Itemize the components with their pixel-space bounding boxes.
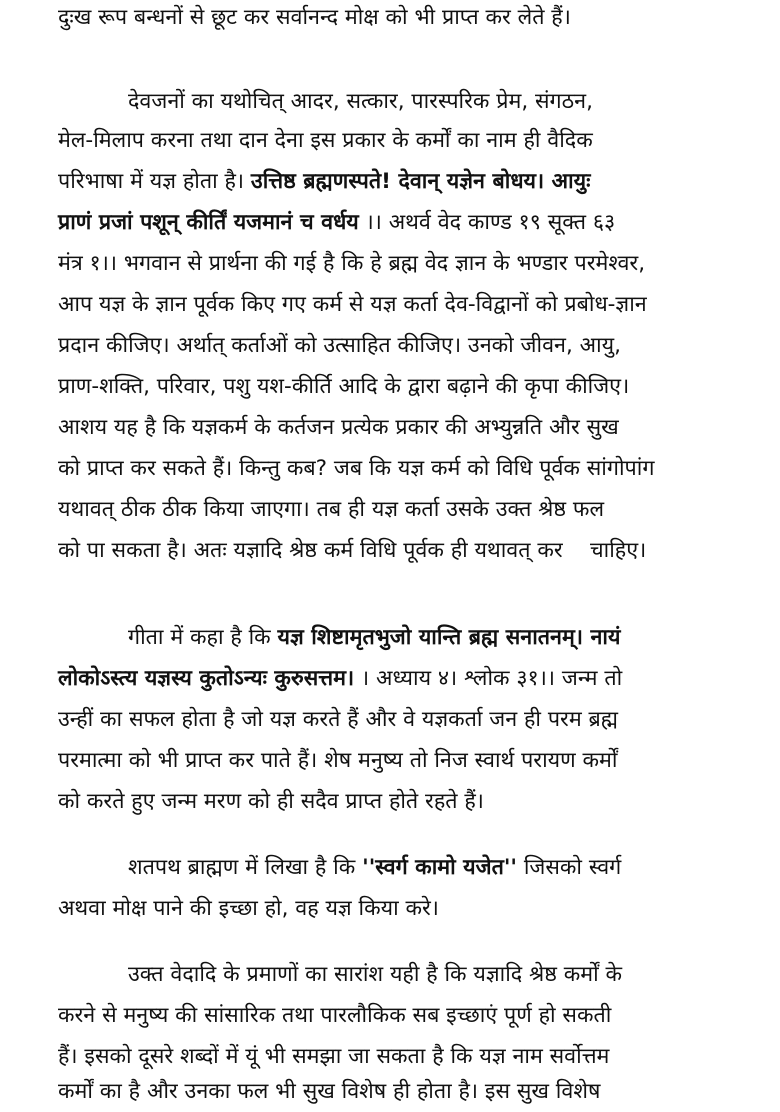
text-run: करने से मनुष्य की सांसारिक तथा पारलौकिक सब इच्छाएं पूर्ण हो सकती [58,1003,612,1028]
paragraph-2-line-9 [58,408,728,448]
text-run: आशय यह है कि यज्ञकर्म के कर्तजन प्रत्येक प्रकार की अभ्युन्नति और सुख [58,415,619,440]
paragraph-2-line-7 [58,326,728,366]
paragraph-3-line-2 [58,659,728,699]
paragraph-2-line-10 [58,449,728,489]
text-run: को प्राप्त कर सकते हैं। किन्तु कब? जब कि यज्ञ कर्म को विधि पूर्वक सांगोपांग [58,456,655,481]
text-run: । अध्याय ४। श्लोक ३१।। जन्म तो [361,666,623,691]
paragraph-3-line-1 [58,618,780,658]
text-run: कर्मों का है और उनका फल भी सुख विशेष ही होता है। इस सुख विशेष [58,1079,601,1104]
paragraph-2-line-8 [58,367,728,407]
paragraph-3-line-3 [58,700,728,740]
paragraph-2-line-11 [58,490,728,530]
text-run: परिभाषा में यज्ञ होता है। [58,169,251,194]
text-run: यथावत् ठीक ठीक किया जाएगा। तब ही यज्ञ कर्ता उसके उक्त श्रेष्ठ फल [58,497,605,522]
text-run: प्रदान कीजिए। अर्थात् कर्ताओं को उत्साहित कीजिए। उनको जीवन, आयु, [58,333,621,358]
paragraph-2-line-12 [58,531,728,571]
sanskrit-quote: यज्ञ शिष्टामृतभुजो यान्ति ब्रह्म सनातनम्। नायं [277,625,621,650]
text-run: हैं। इसको दूसरे शब्दों में यूं भी समझा जा सकता है कि यज्ञ नाम सर्वोत्तम [58,1044,610,1069]
paragraph-2-line-1 [58,82,780,122]
paragraph-5-line-3 [58,1037,728,1077]
paragraph-3-line-4 [58,741,728,781]
sanskrit-quote: प्राणं प्रजां पशून् कीर्तिं यजमानं च वर्धय [58,210,359,235]
paragraph-2-line-5 [58,244,728,284]
sanskrit-quote: ''स्वर्ग कामो यजेत'' [362,855,518,880]
paragraph-2-line-6 [58,285,728,325]
text-run: को पा सकता है। अतः यज्ञादि श्रेष्ठ कर्म विधि पूर्वक ही यथावत् कर चाहिए। [58,538,647,563]
text-run: मंत्र १।। भगवान से प्रार्थना की गई है कि हे ब्रह्म वेद ज्ञान के भण्डार परमेश्वर, [58,251,646,276]
text-run: प्राण-शक्ति, परिवार, पशु यश-कीर्ति आदि के द्वारा बढ़ाने की कृपा कीजिए। [58,374,630,399]
paragraph-5-line-2 [58,996,728,1036]
text-run: दुःख रूप बन्धनों से छूट कर सर्वानन्द मोक्ष को भी प्राप्त कर लेते हैं। [58,5,571,30]
paragraph-5-line-4 [58,1072,728,1112]
sanskrit-quote: लोकोऽस्त्य यज्ञस्य कुतोऽन्यः कुरुसत्तम। [58,666,355,691]
sanskrit-quote: उत्तिष्ठ ब्रह्मणस्पते! देवान् यज्ञेन बोधय। आयुः [250,169,591,194]
text-run: अथवा मोक्ष पाने की इच्छा हो, वह यज्ञ किया करे। [58,896,439,921]
text-run: आप यज्ञ के ज्ञान पूर्वक किए गए कर्म से यज्ञ कर्ता देव-विद्वानों को प्रबोध-ज्ञान [58,292,647,317]
paragraph-4-line-2 [58,889,728,929]
text-run: जिसको स्वर्ग [523,855,622,880]
paragraph-2-line-3 [58,162,728,202]
text-run: गीता में कहा है कि [128,625,278,650]
paragraph-4-line-1 [58,848,780,888]
text-run: शतपथ ब्राह्मण में लिखा है कि [128,855,363,880]
text-run: देवजनों का यथोचित् आदर, सत्कार, पारस्परिक प्रेम, संगठन, [128,89,593,114]
paragraph-2-line-4 [58,203,728,243]
text-run: ।। अथर्व वेद काण्ड १९ सूक्त ६३ [365,210,616,235]
text-run: परमात्मा को भी प्राप्त कर पाते हैं। शेष मनुष्य तो निज स्वार्थ परायण कर्मों [58,748,618,773]
paragraph-1-line-1 [58,0,728,38]
text-run: उन्हीं का सफल होता है जो यज्ञ करते हैं और वे यज्ञकर्ता जन ही परम ब्रह्म [58,707,619,732]
paragraph-5-line-1 [58,955,780,995]
text-run: मेल-मिलाप करना तथा दान देना इस प्रकार के कर्मों का नाम ही वैदिक [58,128,593,153]
paragraph-3-line-5 [58,782,728,822]
text-run: को करते हुए जन्म मरण को ही सदैव प्राप्त होते रहते हैं। [58,789,484,814]
paragraph-2-line-2 [58,121,728,161]
text-run: उक्त वेदादि के प्रमाणों का सारांश यही है कि यज्ञादि श्रेष्ठ कर्मों के [128,962,623,987]
